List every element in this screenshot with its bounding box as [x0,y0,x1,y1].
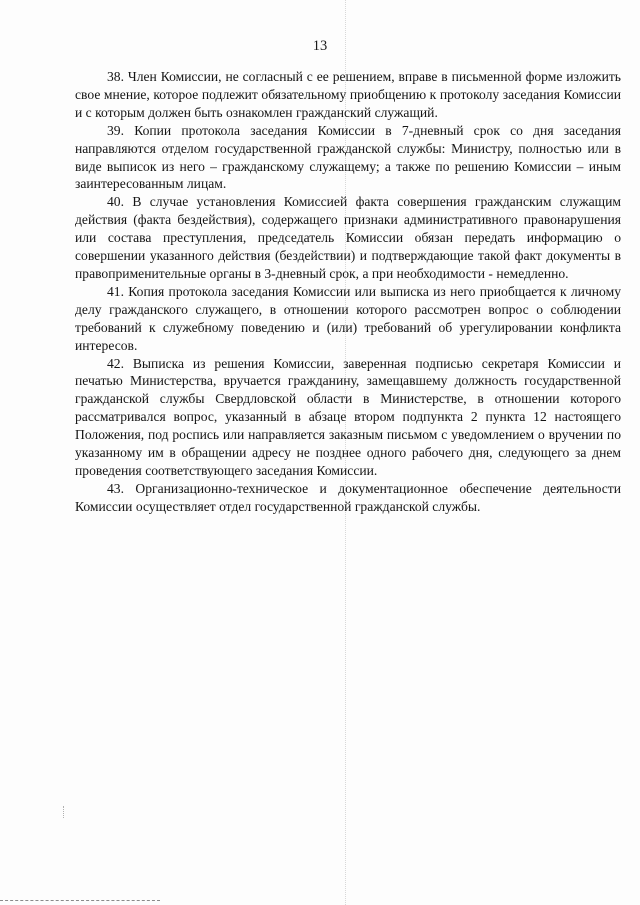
scan-edge-line [0,900,160,901]
paragraph-43: 43. Организационно-техническое и документационное обеспечение деятельности Комиссии осуществляет отдел государственной гражданской службы. [75,480,621,514]
paragraph-42: 42. Выписка из решения Комиссии, заверенная подписью секретаря Комиссии и печатью Министерства, вручается гражданину, замещавшему должность государственной гражданской службы Свердловской области в Министерстве, в отношении которого рассматривался вопрос, указанный в абзаце втором подпункта 2 пункта 12 настоящего Положения, под роспись или направляется заказным письмом с уведомлением о вручении по указанному им в обращении адресу не позднее одного рабочего дня, следующего за днем проведения соответствующего заседания Комиссии. [75,355,621,478]
paragraph-38: 38. Член Комиссии, не согласный с ее решением, вправе в письменной форме изложить свое мнение, которое подлежит обязательному приобщению к протоколу заседания Комиссии и с которым должен быть ознакомлен гражданский служащий. [75,69,621,120]
paragraph-39: 39. Копии протокола заседания Комиссии в 7-дневный срок со дня заседания направляются отделом государственной гражданской службы: Министру, полностью или в виде выписок из него – гражданскому служащему; а также по решению Комиссии – иным заинтересованным лицам. [75,122,621,192]
document-body [75,68,621,516]
page-number: 13 [312,38,328,54]
paragraph-41: 41. Копия протокола заседания Комиссии или выписка из него приобщается к личному делу гражданского служащего, в отношении которого рассмотрен вопрос о соблюдении требований к служебному поведению и (или) требований об урегулировании конфликта интересов. [75,283,621,353]
scan-artifact [63,806,67,818]
paragraph-40: 40. В случае установления Комиссией факта совершения гражданским служащим действия (факта бездействия), содержащего признаки административного правонарушения или состава преступления, председатель Комиссии обязан передать информацию о совершении указанного действия (бездействии) и подтверждающие такой факт документы в правоприменительные органы в 3-дневный срок, а при необходимости - немедленно. [75,194,621,281]
